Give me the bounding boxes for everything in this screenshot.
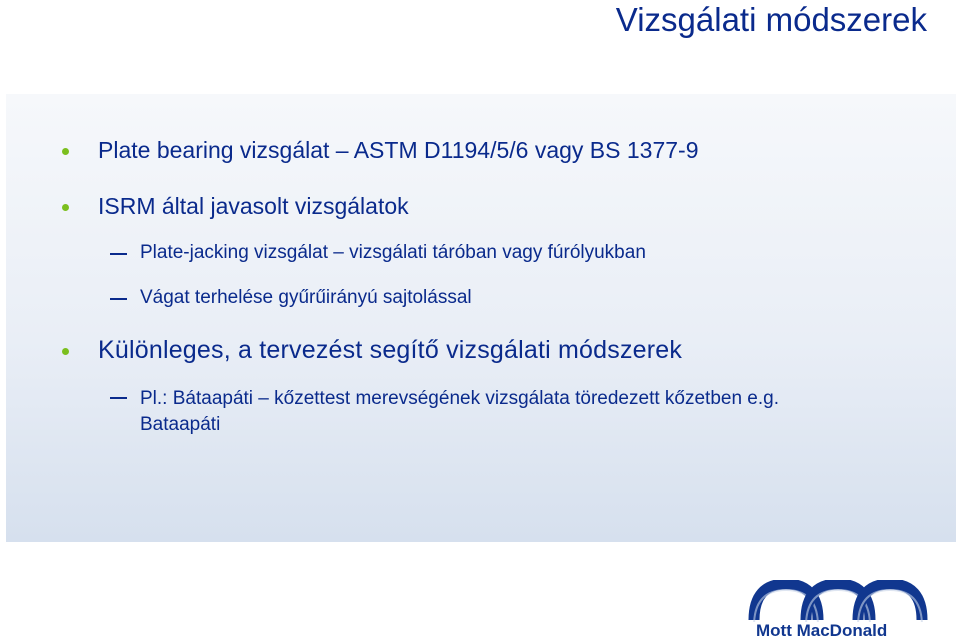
bullet-item-plate-bearing: Plate bearing vizsgálat – ASTM D1194/5/6 vagy BS 1377-9: [98, 137, 699, 163]
bullet-item-kulonleges: Különleges, a tervezést segítő vizsgálati módszerek: [98, 336, 683, 364]
arches-icon: [744, 580, 944, 622]
content-panel: [6, 94, 956, 542]
mott-macdonald-logo: [744, 580, 944, 640]
slide-title: Vizsgálati módszerek: [615, 1, 927, 38]
logo-text: Mott MacDonald: [756, 621, 888, 640]
sub-bullet-vagat-terhelese: Vágat terhelése gyűrűirányú sajtolással: [140, 287, 472, 308]
bullet-item-isrm: ISRM által javasolt vizsgálatok: [98, 193, 409, 219]
sub-bullet-bataapati: Pl.: Bátaapáti – kőzettest merevségének vizsgálata töredezett kőzetben e.g. Bataapáti: [140, 386, 860, 438]
sub-bullet-plate-jacking: Plate-jacking vizsgálat – vizsgálati táróban vagy fúrólyukban: [140, 242, 646, 263]
